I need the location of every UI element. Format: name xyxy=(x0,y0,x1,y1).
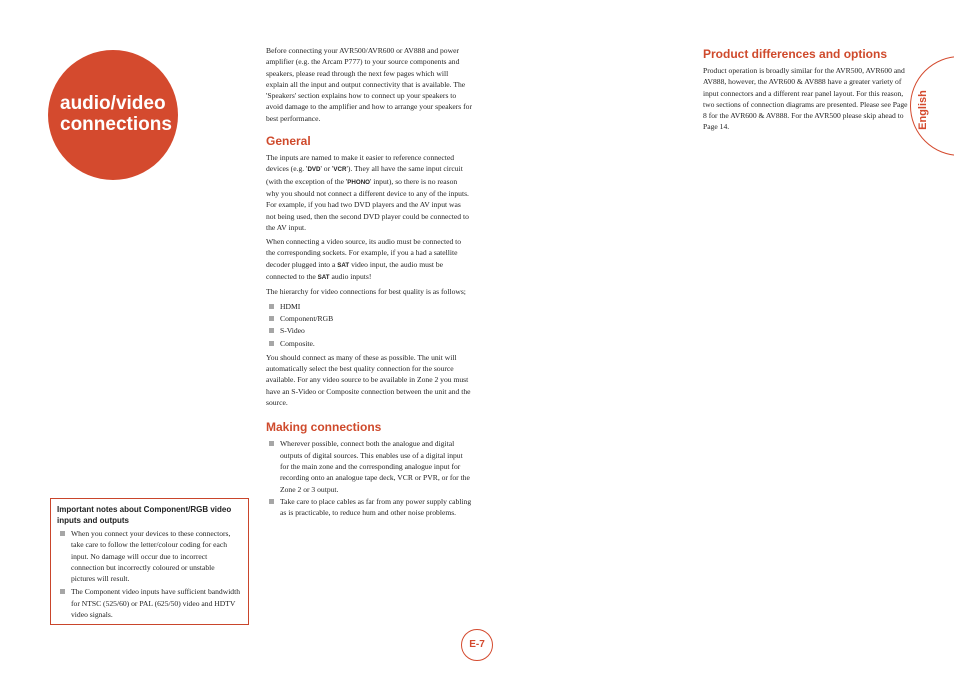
list-item: Composite. xyxy=(266,338,472,349)
right-column xyxy=(703,47,908,136)
general-paragraph-2: When connecting a video source, its audio must be connected to the corresponding sockets. For example, if you a had a satellite decoder plugged into a SAT video input, the audio must be connected to the SAT audio inputs! xyxy=(266,237,462,282)
list-item: Wherever possible, connect both the analogue and digital outputs of digital sources. This enables use of a digital input for the main zone and the corresponding analogue input for recording onto an analogue tape deck, VCR or PVR, or for the Zone 2 or 3 output. xyxy=(266,438,472,494)
vcr-label: VCR xyxy=(333,166,347,174)
list-item: HDMI xyxy=(266,301,472,312)
title-line-1: audio/video xyxy=(60,93,166,114)
important-notes-box xyxy=(50,498,249,625)
product-differences-heading: Product differences and options xyxy=(703,47,888,61)
phono-label: PHONO xyxy=(347,178,370,186)
dvd-label: DVD xyxy=(307,166,321,174)
product-differences-paragraph: Product operation is broadly similar for the AVR500, AVR600 and AV888, however, the AVR600 & AV888 have a greater variety of input connectors and a different rear panel layout. For this reason, two sections of connection diagrams are presented. Please see Page 8 for the AVR600 & AV888. For the AVR500 please skip ahead to Page 14. xyxy=(703,66,908,132)
making-connections-heading: Making connections xyxy=(266,420,382,435)
sat-label: SAT xyxy=(337,261,350,269)
page-title xyxy=(60,93,172,135)
list-item: The Component video inputs have sufficient bandwidth for NTSC (525/60) or PAL (625/50) video and HDTV video signals. xyxy=(57,586,240,620)
language-tab-label: English xyxy=(917,90,929,130)
page-number: E-7 xyxy=(461,629,493,661)
list-item: When you connect your devices to these connectors, take care to follow the letter/colour coding for each input. No damage will occur due to incorrect connection but incorrectly coloured or unstable pictures will result. xyxy=(57,528,240,584)
list-item: Take care to place cables as far from any power supply cabling as is practicable, to reduce hum and other noise problems. xyxy=(266,496,472,519)
notes-list xyxy=(57,528,240,620)
list-item: Component/RGB xyxy=(266,313,472,324)
hierarchy-list xyxy=(266,301,472,349)
making-connections-list xyxy=(266,438,472,518)
general-paragraph-3: The hierarchy for video connections for best quality is as follows; xyxy=(266,287,466,297)
general-heading: General xyxy=(266,134,311,149)
general-paragraph-4: You should connect as many of these as possible. The unit will automatically select the best quality connection for the source available. For any video source to be available in Zone 2 you must have an S-Video or Composite connection between the unit and the source. xyxy=(266,352,471,408)
middle-column xyxy=(266,45,472,521)
notes-title: Important notes about Component/RGB video inputs and outputs xyxy=(57,505,232,525)
list-item: S-Video xyxy=(266,325,472,336)
title-line-2: connections xyxy=(60,114,172,135)
sat-label: SAT xyxy=(317,274,330,282)
intro-paragraph: Before connecting your AVR500/AVR600 or AV888 and power amplifier (e.g. the Arcam P777) to your source components and speakers, please read through the next few pages which will explain all the input and output connectivity that is available. The 'Speakers' section explains how to connect up your speakers to avoid damage to the amplifier and how to arrange your speakers for best performance. xyxy=(266,46,473,123)
general-paragraph-1: The inputs are named to make it easier to reference connected devices (e.g. 'DVD' or 'VCR'). They all have the same input circuit (with the exception of the 'PHONO' input), so there is no reason why you should not connect a different device to any of the inputs. For example, if you had two DVD players and the AV input was not being used, then the second DVD player could be connected to the AV input. xyxy=(266,153,469,232)
